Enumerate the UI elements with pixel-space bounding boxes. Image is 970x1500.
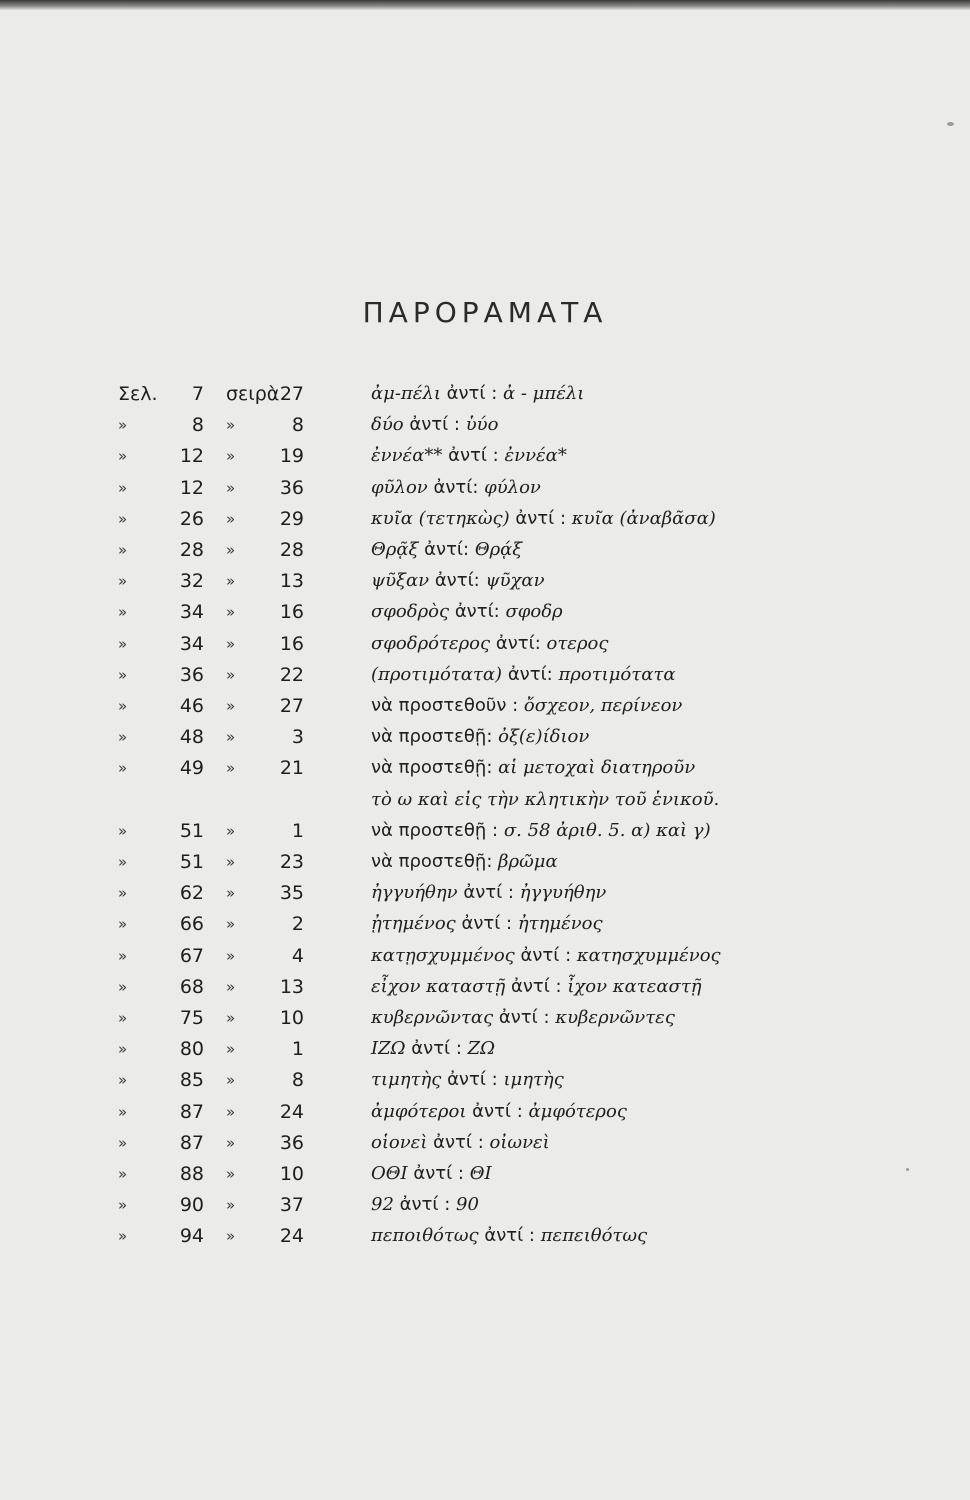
page-number: 32 xyxy=(179,570,204,593)
line-number: 21 xyxy=(279,757,304,780)
correction-text xyxy=(371,380,931,408)
page-number: 12 xyxy=(179,476,204,499)
errata-row xyxy=(0,1191,970,1219)
corrected-text: ὑύο xyxy=(465,414,499,436)
erroneous-text: ΟΘΙ xyxy=(371,1163,408,1184)
line-ref-mark: » xyxy=(226,416,236,435)
line-number: 37 xyxy=(279,1194,304,1217)
page-number: 68 xyxy=(179,975,204,998)
errata-row xyxy=(0,692,970,720)
line-number: 29 xyxy=(279,507,304,530)
corrected-text: προτιμότατα xyxy=(558,663,676,685)
instead-of-label: ἀντί: xyxy=(495,632,541,654)
line-number: 35 xyxy=(279,882,304,905)
corrected-text: ἐννέα* xyxy=(504,445,567,467)
erroneous-text: (προτιμότατα) xyxy=(371,663,503,685)
page-ref-mark: » xyxy=(118,541,128,559)
line-number: 16 xyxy=(279,632,304,655)
line-ref-mark: σειρὰ xyxy=(226,383,280,405)
erroneous-text: 92 xyxy=(371,1194,394,1216)
corrected-text: κατησχυμμένος xyxy=(576,944,721,966)
instead-of-label: ἀντί: xyxy=(434,570,480,592)
erroneous-text: ἀμφότεροι xyxy=(371,1100,467,1122)
page-number: 62 xyxy=(179,882,204,905)
errata-row xyxy=(0,598,970,626)
page-ref-mark: » xyxy=(118,1009,128,1027)
page-ref-mark: » xyxy=(118,821,128,840)
corrected-text: ὄσχεον, περίνεον xyxy=(523,695,683,716)
corrected-text: φύλον xyxy=(484,476,541,498)
corrected-text: οτερος xyxy=(546,632,609,654)
corrected-text: πεπειθότως xyxy=(540,1225,648,1247)
correction-text xyxy=(371,567,931,595)
page-number: 51 xyxy=(179,819,204,842)
correction-text xyxy=(371,942,931,970)
corrected-text: τὸ ω καὶ εἰς τὴν κλητικὴν τοῦ ἑνικοῦ. xyxy=(371,788,720,810)
line-ref-mark: » xyxy=(226,1071,236,1090)
correction-text xyxy=(371,630,931,658)
page-number: 51 xyxy=(179,851,204,873)
page-number: 48 xyxy=(179,726,204,749)
errata-row xyxy=(0,1035,970,1063)
line-ref-mark: » xyxy=(226,634,236,653)
erroneous-text: ἀμ-πέλι xyxy=(371,383,441,404)
correction-text xyxy=(371,1191,931,1219)
errata-row xyxy=(0,1222,970,1250)
correction-text xyxy=(371,442,931,470)
page-number: 26 xyxy=(179,507,204,530)
errata-row xyxy=(0,661,970,689)
page-number: 85 xyxy=(179,1069,204,1092)
correction-text xyxy=(371,1004,931,1032)
erroneous-text: κυβερνῶντας xyxy=(371,1007,494,1028)
correction-text xyxy=(371,411,931,439)
erroneous-text: τιμητὴς xyxy=(371,1069,442,1091)
line-ref-mark: » xyxy=(226,509,236,528)
line-number: 27 xyxy=(279,695,304,717)
line-number: 24 xyxy=(279,1225,304,1248)
line-ref-mark: » xyxy=(226,1133,236,1152)
errata-row xyxy=(0,536,970,564)
page-ref-mark: » xyxy=(118,853,128,871)
line-number: 27 xyxy=(279,383,304,405)
corrected-text: κυβερνῶντες xyxy=(555,1007,675,1028)
page-ref-mark: » xyxy=(118,447,128,466)
instead-of-label: ἀντί : xyxy=(448,445,499,467)
line-number: 1 xyxy=(291,1038,304,1061)
instead-of-label: ἀντί : xyxy=(510,975,562,997)
instead-of-label: ἀντί: xyxy=(454,601,500,623)
page-ref-mark: » xyxy=(118,977,128,996)
corrected-text: ἀμφότερος xyxy=(528,1100,627,1122)
line-number: 36 xyxy=(279,1131,304,1154)
line-ref-mark: » xyxy=(226,447,236,466)
errata-row xyxy=(0,879,970,907)
corrected-text: βρῶμα xyxy=(498,851,558,872)
instead-of-label: ἀντί : xyxy=(472,1100,523,1122)
errata-row xyxy=(0,411,970,439)
errata-row xyxy=(0,1066,970,1094)
corrected-text: Θρᾴξ xyxy=(474,539,523,560)
correction-text xyxy=(371,1098,931,1126)
line-number: 24 xyxy=(279,1100,304,1123)
line-number: 1 xyxy=(291,819,304,842)
errata-row xyxy=(0,1160,970,1188)
correction-text xyxy=(371,536,931,564)
instead-of-label: ἀντί : xyxy=(515,507,567,529)
instead-of-label: ἀντί: xyxy=(433,476,479,498)
correction-text xyxy=(371,910,931,938)
page-number: 75 xyxy=(179,1007,204,1029)
page-ref-mark: » xyxy=(118,1102,128,1121)
line-number: 8 xyxy=(291,414,304,437)
correction-text xyxy=(371,505,931,533)
page-ref-mark: » xyxy=(118,728,128,747)
errata-row xyxy=(0,474,970,502)
correction-text xyxy=(371,973,931,1001)
line-number: 4 xyxy=(291,944,304,967)
instead-of-label: ἀντί : xyxy=(411,1038,462,1060)
page-number: 87 xyxy=(179,1131,204,1154)
corrected-text: 90 xyxy=(456,1194,479,1216)
errata-row xyxy=(0,942,970,970)
page-ref-mark: » xyxy=(118,634,128,653)
correction-text xyxy=(371,598,931,626)
line-number: 13 xyxy=(279,975,304,998)
corrected-text: σφοδρ xyxy=(505,601,563,623)
corrected-text: οἰωνεὶ xyxy=(489,1131,550,1153)
errata-row xyxy=(0,910,970,938)
page-number: 28 xyxy=(179,539,204,561)
erroneous-text: νὰ προστεθῇ: xyxy=(371,851,493,872)
errata-row xyxy=(0,380,970,408)
page-number: 34 xyxy=(179,632,204,655)
line-ref-mark: » xyxy=(226,572,236,591)
instead-of-label: ἀντί : xyxy=(447,1069,498,1091)
line-ref-mark: » xyxy=(226,1165,236,1183)
page-top-edge xyxy=(0,0,970,10)
instead-of-label: ἀντί : xyxy=(463,882,514,904)
line-number: 10 xyxy=(279,1163,304,1185)
line-ref-mark: » xyxy=(226,1196,236,1215)
line-number: 10 xyxy=(279,1007,304,1029)
instead-of-label: ἀντί : xyxy=(446,383,498,404)
page-ref-mark: » xyxy=(118,1227,128,1246)
errata-row xyxy=(0,817,970,845)
errata-row xyxy=(0,505,970,533)
instead-of-label: ἀντί : xyxy=(461,913,513,935)
line-number: 36 xyxy=(279,476,304,499)
erroneous-text: ψῦξαν xyxy=(371,570,430,592)
erroneous-text: ᾐτημένος xyxy=(371,913,456,935)
page-number: 87 xyxy=(179,1100,204,1123)
line-ref-mark: » xyxy=(226,853,236,871)
corrected-text: αἱ μετοχαὶ διατηροῦν xyxy=(498,757,696,779)
instead-of-label: ἀντί : xyxy=(409,414,460,436)
errata-row xyxy=(0,786,970,814)
errata-row xyxy=(0,973,970,1001)
page-number: 66 xyxy=(179,913,204,936)
line-ref-mark: » xyxy=(226,759,236,778)
page-number: 34 xyxy=(179,601,204,624)
correction-text xyxy=(371,723,931,751)
correction-text xyxy=(371,817,931,845)
instead-of-label: ἀντί: xyxy=(507,663,553,685)
line-number: 8 xyxy=(291,1069,304,1092)
page-ref-mark: Σελ. xyxy=(118,383,158,405)
corrected-text: ἠγγυήθην xyxy=(519,882,607,904)
page-title: ΠΑΡΟΡΑΜΑΤΑ xyxy=(362,296,608,329)
line-ref-mark: » xyxy=(226,1102,236,1121)
line-ref-mark: » xyxy=(226,915,236,934)
erroneous-text: ΙΖΩ xyxy=(371,1038,406,1060)
errata-row xyxy=(0,567,970,595)
errata-row xyxy=(0,630,970,658)
corrected-text: ἀ - μπέλι xyxy=(503,383,585,404)
correction-text xyxy=(371,786,931,814)
correction-text xyxy=(371,661,931,689)
erroneous-text: νὰ προστεθῇ: xyxy=(371,757,493,779)
page-number: 80 xyxy=(179,1038,204,1061)
page-number: 67 xyxy=(179,944,204,967)
errata-row xyxy=(0,848,970,876)
correction-text xyxy=(371,1129,931,1157)
corrected-text: σ. 58 ἀριθ. 5. α) καὶ γ) xyxy=(503,819,711,841)
erroneous-text: κατῃσχυμμένος xyxy=(371,944,515,966)
corrected-text: κυῖα (ἀναβᾶσα) xyxy=(571,507,716,529)
line-ref-mark: » xyxy=(226,946,236,965)
corrected-text: ιμητὴς xyxy=(503,1069,564,1091)
correction-text xyxy=(371,754,931,782)
erroneous-text: οἱονεὶ xyxy=(371,1131,428,1153)
line-number: 19 xyxy=(279,445,304,468)
line-ref-mark: » xyxy=(226,977,236,996)
erroneous-text: Θρᾷξ xyxy=(371,539,419,560)
line-number: 3 xyxy=(291,726,304,749)
erroneous-text: σφοδρὸς xyxy=(371,601,450,623)
erroneous-text: ἐννέα** xyxy=(371,445,443,467)
errata-row xyxy=(0,442,970,470)
corrected-text: ἶχον κατεαστῇ xyxy=(567,975,702,997)
correction-text xyxy=(371,474,931,502)
page-ref-mark: » xyxy=(118,478,128,497)
erroneous-text: νὰ προστεθῇ: xyxy=(371,726,493,748)
page-number: 36 xyxy=(179,663,204,686)
line-ref-mark: » xyxy=(226,478,236,497)
page-number: 49 xyxy=(179,757,204,780)
correction-text xyxy=(371,879,931,907)
line-ref-mark: » xyxy=(226,541,236,559)
page-ref-mark: » xyxy=(118,697,128,715)
erroneous-text: ἠγγυήθην xyxy=(371,882,458,904)
line-number: 2 xyxy=(291,913,304,936)
line-number: 28 xyxy=(279,539,304,561)
instead-of-label: ἀντί : xyxy=(413,1163,464,1184)
erroneous-text: σφοδρότερος xyxy=(371,632,491,654)
line-ref-mark: » xyxy=(226,821,236,840)
page-ref-mark: » xyxy=(118,1040,128,1059)
page-ref-mark: » xyxy=(118,884,128,903)
correction-text xyxy=(371,1160,931,1188)
line-ref-mark: » xyxy=(226,1009,236,1027)
errata-row xyxy=(0,723,970,751)
correction-text xyxy=(371,692,931,720)
corrected-text: ΘΙ xyxy=(469,1163,492,1184)
erroneous-text: νὰ προστεθῇ : xyxy=(371,819,499,841)
page-number: 90 xyxy=(179,1194,204,1217)
correction-text xyxy=(371,1066,931,1094)
corrected-text: ΖΩ xyxy=(467,1038,496,1060)
instead-of-label: ἀντί : xyxy=(484,1225,535,1247)
line-ref-mark: » xyxy=(226,1040,236,1059)
line-number: 22 xyxy=(279,663,304,686)
page-number: 8 xyxy=(191,414,204,437)
instead-of-label: ἀντί: xyxy=(424,539,470,560)
errata-row xyxy=(0,754,970,782)
correction-text xyxy=(371,1222,931,1250)
page-ref-mark: » xyxy=(118,759,128,778)
correction-text xyxy=(371,1035,931,1063)
line-number: 16 xyxy=(279,601,304,624)
line-ref-mark: » xyxy=(226,884,236,903)
page-number: 7 xyxy=(191,383,204,405)
page-ref-mark: » xyxy=(118,1196,128,1215)
paper-speck xyxy=(947,122,954,126)
errata-row xyxy=(0,1129,970,1157)
paper-speck xyxy=(906,1168,909,1171)
page-ref-mark: » xyxy=(118,1165,128,1183)
errata-row xyxy=(0,1098,970,1126)
page-ref-mark: » xyxy=(118,1133,128,1152)
page-number: 12 xyxy=(179,445,204,468)
line-number: 13 xyxy=(279,570,304,593)
erroneous-text: νὰ προστεθοῦν : xyxy=(371,695,519,716)
line-ref-mark: » xyxy=(226,603,236,622)
erroneous-text: δύο xyxy=(371,414,404,436)
page-ref-mark: » xyxy=(118,416,128,435)
page-ref-mark: » xyxy=(118,915,128,934)
page-ref-mark: » xyxy=(118,603,128,622)
instead-of-label: ἀντί : xyxy=(399,1194,451,1216)
line-number: 23 xyxy=(279,851,304,873)
erroneous-text: πεποιθότως xyxy=(371,1225,479,1247)
page-ref-mark: » xyxy=(118,572,128,591)
line-ref-mark: » xyxy=(226,728,236,747)
instead-of-label: ἀντί : xyxy=(498,1007,550,1028)
page-number: 88 xyxy=(179,1163,204,1185)
errata-row xyxy=(0,1004,970,1032)
page-ref-mark: » xyxy=(118,946,128,965)
line-ref-mark: » xyxy=(226,665,236,684)
erroneous-text: κυῖα (τετηκὼς) xyxy=(371,507,510,529)
correction-text xyxy=(371,848,931,876)
line-ref-mark: » xyxy=(226,1227,236,1246)
line-ref-mark: » xyxy=(226,697,236,715)
page-ref-mark: » xyxy=(118,665,128,684)
page-number: 94 xyxy=(179,1225,204,1248)
erroneous-text: εἶχον καταστῇ xyxy=(371,975,506,997)
page-ref-mark: » xyxy=(118,1071,128,1090)
corrected-text: ἠτημένος xyxy=(517,913,603,935)
instead-of-label: ἀντί : xyxy=(433,1131,484,1153)
instead-of-label: ἀντί : xyxy=(520,944,572,966)
page-ref-mark: » xyxy=(118,509,128,528)
corrected-text: ψῦχαν xyxy=(485,570,545,592)
page-number: 46 xyxy=(179,695,204,717)
erroneous-text: φῦλον xyxy=(371,476,428,498)
corrected-text: ὀξ(ε)ίδιον xyxy=(498,726,590,748)
